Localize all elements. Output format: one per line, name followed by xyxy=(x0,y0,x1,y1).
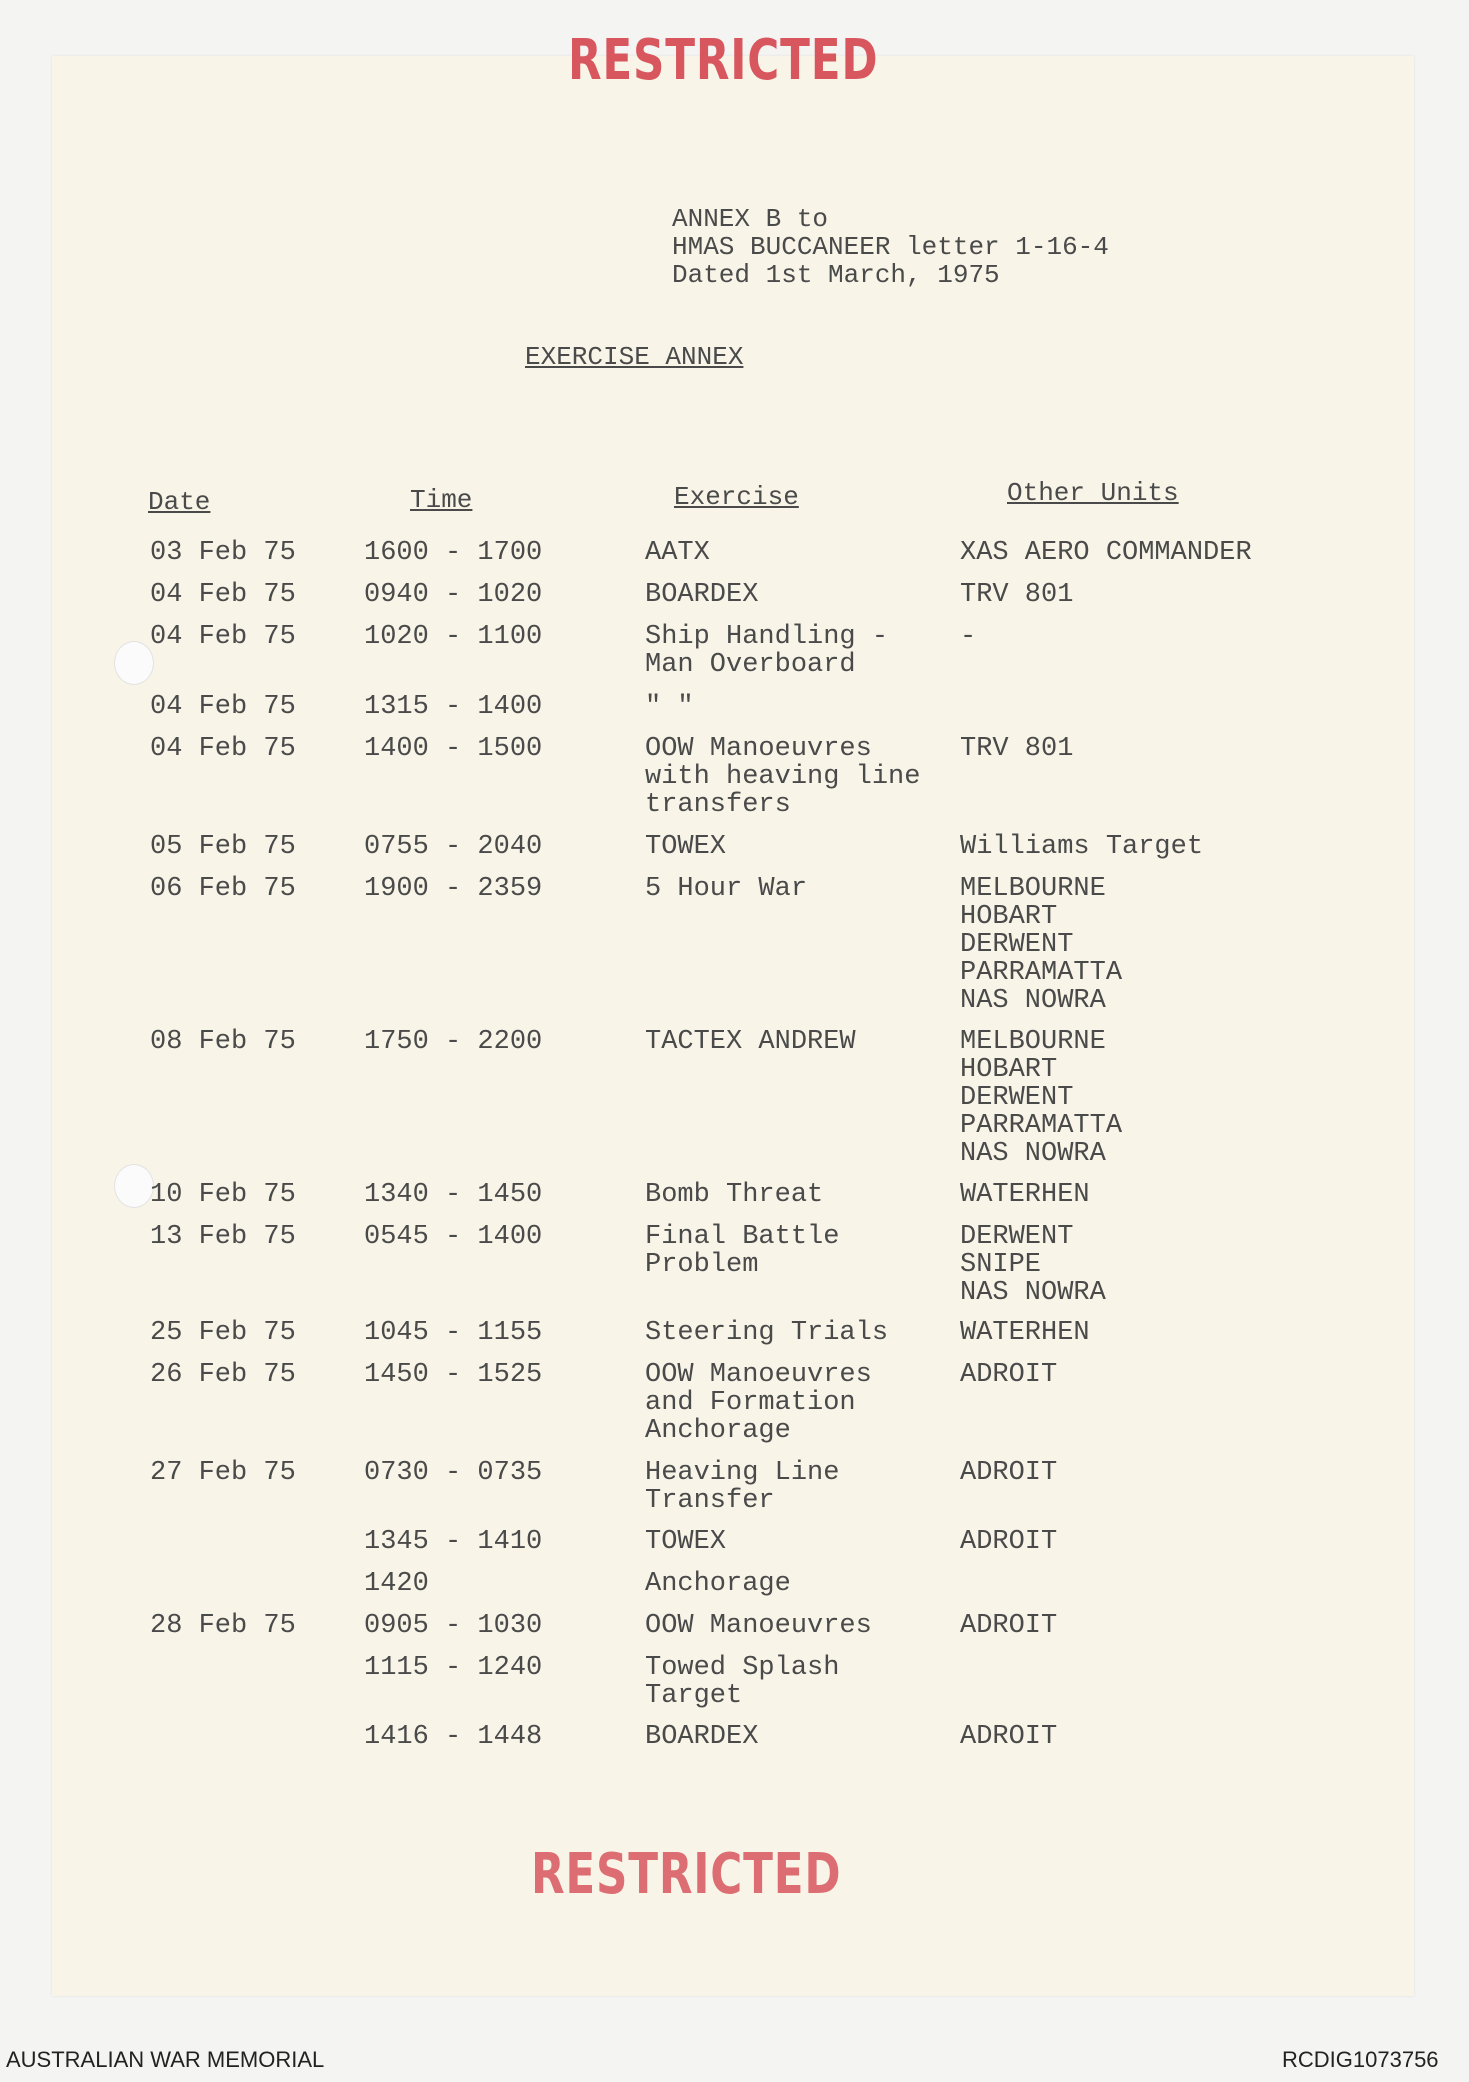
row-exercise: " " xyxy=(645,692,694,722)
row-time: 1340 - 1450 xyxy=(364,1180,543,1210)
row-time: 1600 - 1700 xyxy=(364,538,543,568)
row-units: MELBOURNE HOBART DERWENT PARRAMATTA NAS NOWRA xyxy=(960,1027,1123,1169)
exercise-annex-title: EXERCISE ANNEX xyxy=(525,342,744,372)
row-time: 1345 - 1410 xyxy=(364,1527,543,1557)
row-exercise: 5 Hour War xyxy=(645,874,808,904)
row-time: 1900 - 2359 xyxy=(364,874,543,904)
row-exercise: TACTEX ANDREW xyxy=(645,1027,856,1057)
row-exercise: BOARDEX xyxy=(645,580,759,610)
row-units: - xyxy=(960,622,977,652)
row-date: 06 Feb 75 xyxy=(150,874,296,904)
row-time: 0905 - 1030 xyxy=(364,1611,543,1641)
row-date: 10 Feb 75 xyxy=(150,1180,296,1210)
row-units: TRV 801 xyxy=(960,734,1074,764)
row-units: ADROIT xyxy=(960,1458,1058,1488)
row-date: 25 Feb 75 xyxy=(150,1318,296,1348)
row-date: 04 Feb 75 xyxy=(150,692,296,722)
row-date: 13 Feb 75 xyxy=(150,1222,296,1252)
row-units: ADROIT xyxy=(960,1611,1058,1641)
row-units: TRV 801 xyxy=(960,580,1074,610)
row-exercise: Anchorage xyxy=(645,1569,791,1599)
restricted-stamp-top: RESTRICTED xyxy=(568,28,879,93)
row-date: 28 Feb 75 xyxy=(150,1611,296,1641)
row-units: DERWENT SNIPE NAS NOWRA xyxy=(960,1222,1106,1308)
row-time: 1020 - 1100 xyxy=(364,622,543,652)
row-units: MELBOURNE HOBART DERWENT PARRAMATTA NAS NOWRA xyxy=(960,874,1123,1016)
row-date: 27 Feb 75 xyxy=(150,1458,296,1488)
row-exercise: OOW Manoeuvres and Formation Anchorage xyxy=(645,1360,872,1446)
row-time: 1400 - 1500 xyxy=(364,734,543,764)
row-date: 05 Feb 75 xyxy=(150,832,296,862)
row-units: ADROIT xyxy=(960,1360,1058,1390)
row-date: 26 Feb 75 xyxy=(150,1360,296,1390)
row-time: 1416 - 1448 xyxy=(364,1722,543,1752)
annex-reference-line3: Dated 1st March, 1975 xyxy=(672,260,1000,290)
column-header-date: Date xyxy=(148,487,211,517)
annex-reference-line2: HMAS BUCCANEER letter 1-16-4 xyxy=(672,232,1109,262)
row-exercise: OOW Manoeuvres with heaving line transfers xyxy=(645,734,921,820)
row-time: 0730 - 0735 xyxy=(364,1458,543,1488)
annex-reference-line1: ANNEX B to xyxy=(672,204,829,234)
row-exercise: OOW Manoeuvres xyxy=(645,1611,872,1641)
archive-reference-code: RCDIG1073756 xyxy=(1282,2047,1439,2072)
row-date: 04 Feb 75 xyxy=(150,580,296,610)
column-header-exercise: Exercise xyxy=(674,482,799,512)
column-header-other-units: Other Units xyxy=(1007,478,1179,508)
row-units: WATERHEN xyxy=(960,1318,1090,1348)
row-time: 1450 - 1525 xyxy=(364,1360,543,1390)
archive-credit: AUSTRALIAN WAR MEMORIAL xyxy=(6,2047,325,2072)
row-date: 04 Feb 75 xyxy=(150,734,296,764)
row-time: 1045 - 1155 xyxy=(364,1318,543,1348)
row-time: 1420 xyxy=(364,1569,429,1599)
row-date: 08 Feb 75 xyxy=(150,1027,296,1057)
row-units: XAS AERO COMMANDER xyxy=(960,538,1252,568)
row-exercise: Ship Handling - Man Overboard xyxy=(645,622,889,680)
punch-hole-lower xyxy=(114,1164,154,1208)
row-units: Williams Target xyxy=(960,832,1204,862)
row-exercise: Towed Splash Target xyxy=(645,1653,840,1711)
row-time: 1750 - 2200 xyxy=(364,1027,543,1057)
restricted-stamp-bottom: RESTRICTED xyxy=(531,1842,842,1907)
column-header-time: Time xyxy=(410,485,473,515)
row-exercise: Final Battle Problem xyxy=(645,1222,840,1280)
row-exercise: TOWEX xyxy=(645,832,727,862)
punch-hole-upper xyxy=(114,641,154,685)
row-units: ADROIT xyxy=(960,1722,1058,1752)
row-exercise: BOARDEX xyxy=(645,1722,759,1752)
row-exercise: Steering Trials xyxy=(645,1318,889,1348)
row-units: ADROIT xyxy=(960,1527,1058,1557)
row-time: 1115 - 1240 xyxy=(364,1653,543,1683)
row-time: 0940 - 1020 xyxy=(364,580,543,610)
row-exercise: TOWEX xyxy=(645,1527,727,1557)
row-date: 03 Feb 75 xyxy=(150,538,296,568)
row-units: WATERHEN xyxy=(960,1180,1090,1210)
row-exercise: AATX xyxy=(645,538,710,568)
row-date: 04 Feb 75 xyxy=(150,622,296,652)
row-exercise: Bomb Threat xyxy=(645,1180,824,1210)
row-exercise: Heaving Line Transfer xyxy=(645,1458,840,1516)
row-time: 0755 - 2040 xyxy=(364,832,543,862)
row-time: 0545 - 1400 xyxy=(364,1222,543,1252)
row-time: 1315 - 1400 xyxy=(364,692,543,722)
